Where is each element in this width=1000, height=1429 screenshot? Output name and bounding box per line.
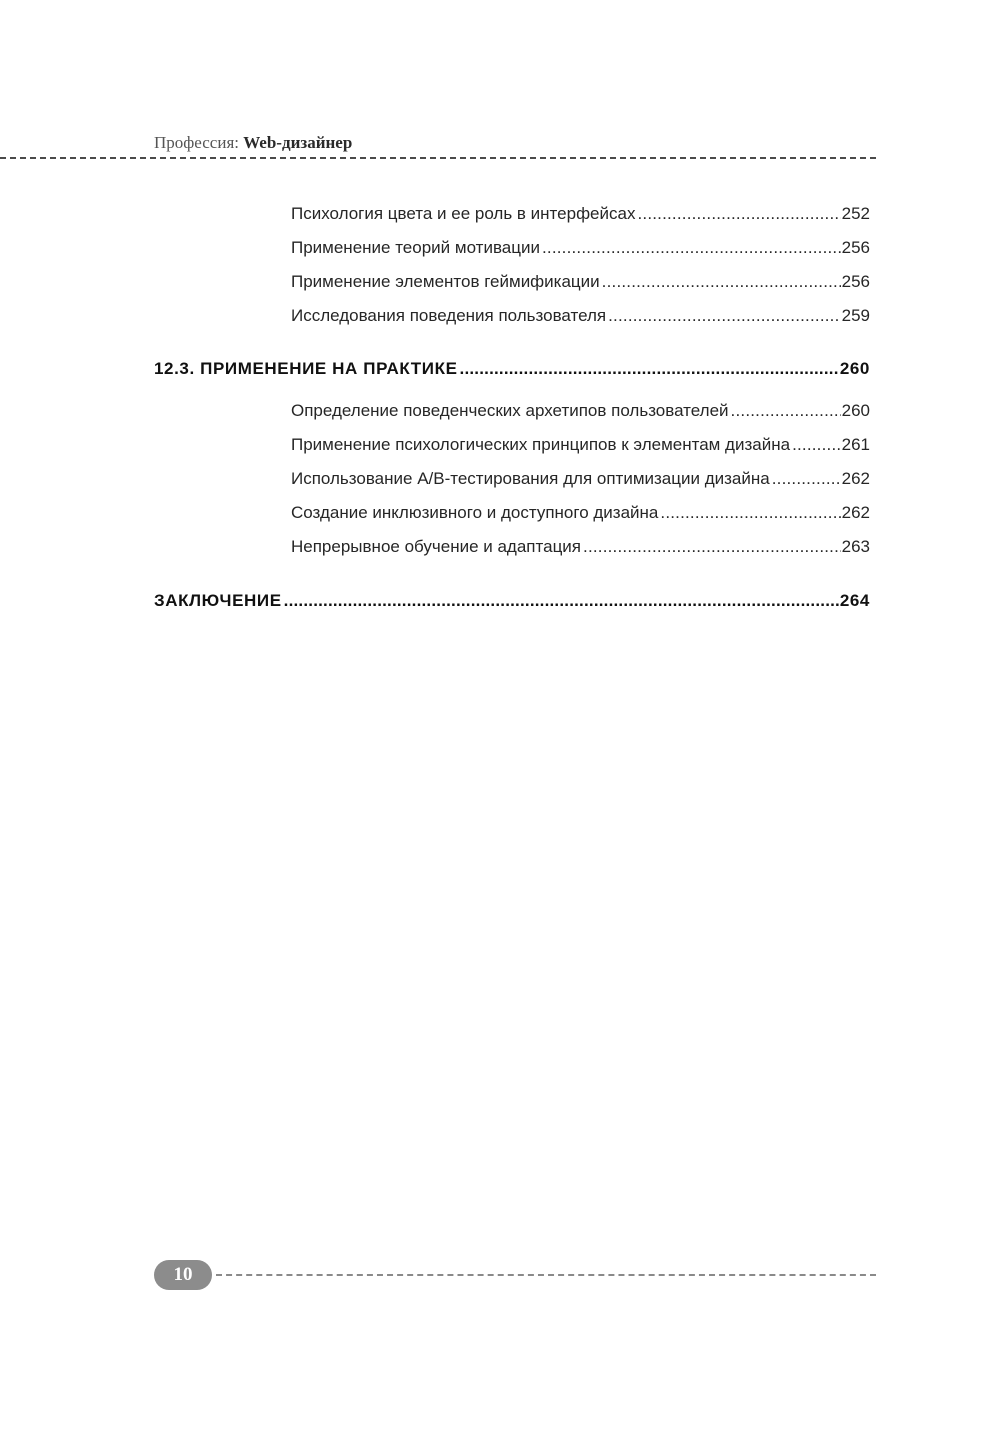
toc-entry-title: Психология цвета и ее роль в интерфейсах — [291, 204, 636, 223]
toc-entry[interactable] — [291, 271, 870, 293]
toc-entry-title: Непрерывное обучение и адаптация — [291, 537, 582, 556]
footer-dashed-rule — [216, 1274, 876, 1276]
toc-entry-title: Применение теорий мотивации — [291, 238, 540, 257]
toc-entry-page: 262 — [841, 469, 870, 488]
toc-entry[interactable] — [291, 434, 870, 456]
toc-leader-dots — [772, 468, 841, 490]
toc-leader-dots — [660, 502, 840, 524]
toc-section-page: 260 — [839, 359, 870, 378]
toc-entry-page: 252 — [841, 204, 870, 223]
toc-leader-dots — [542, 237, 841, 259]
toc-leader-dots — [731, 400, 841, 422]
toc-entry-page: 259 — [841, 306, 870, 325]
toc-entry[interactable] — [291, 305, 870, 327]
toc-entry-page: 256 — [841, 272, 870, 291]
profession-label: Профессия: — [154, 133, 244, 152]
toc-entry[interactable] — [291, 203, 870, 225]
toc-leader-dots — [602, 271, 841, 293]
toc-entry[interactable] — [291, 502, 870, 524]
toc-section-title: ЗАКЛЮЧЕНИЕ — [154, 591, 282, 610]
toc-entry-title: Применение психологических принципов к элементам дизайна — [291, 435, 791, 454]
book-title: Web-дизайнер — [243, 133, 353, 152]
toc-entry[interactable] — [291, 536, 870, 558]
toc-section-page: 264 — [839, 591, 870, 610]
toc-entry-page: 260 — [841, 401, 870, 420]
toc-entry-title: Использование A/B-тестирования для оптимизации дизайна — [291, 469, 770, 488]
toc-leader-dots — [608, 305, 841, 327]
toc-entry[interactable] — [291, 400, 870, 422]
toc-entry-title: Создание инклюзивного и доступного дизайна — [291, 503, 659, 522]
toc-entry-title: Применение элементов геймификации — [291, 272, 600, 291]
toc-entry-title: Определение поведенческих архетипов пользователей — [291, 401, 729, 420]
toc-entry-title: Исследования поведения пользователя — [291, 306, 607, 325]
toc-leader-dots — [792, 434, 841, 456]
toc-section-entry[interactable] — [154, 590, 870, 612]
toc-entry[interactable] — [291, 237, 870, 259]
toc-entry-page: 262 — [841, 503, 870, 522]
toc-leader-dots — [583, 536, 841, 558]
toc-section-entry[interactable] — [154, 358, 870, 380]
toc-entry-page: 261 — [841, 435, 870, 454]
toc-entry[interactable] — [291, 468, 870, 490]
toc-entry-page: 263 — [841, 537, 870, 556]
page-number-badge: 10 — [154, 1260, 212, 1290]
toc-leader-dots — [460, 358, 839, 380]
toc-leader-dots — [284, 590, 839, 612]
toc-leader-dots — [637, 203, 840, 225]
toc-entry-page: 256 — [841, 238, 870, 257]
toc-section-title: 12.3. ПРИМЕНЕНИЕ НА ПРАКТИКЕ — [154, 359, 458, 378]
